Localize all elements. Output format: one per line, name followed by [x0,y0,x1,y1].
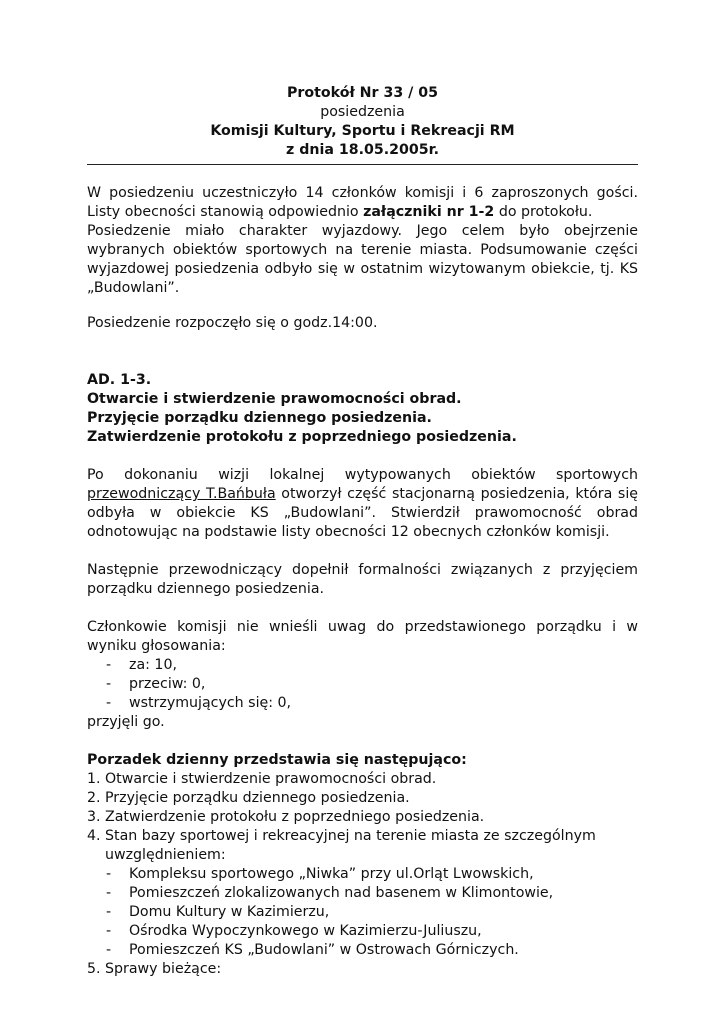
agenda-subitem: - Ośrodka Wypoczynkowego w Kazimierzu-Juliuszu, [106,923,482,939]
agenda-item: 2. Przyjęcie porządku dziennego posiedzenia. [87,790,410,806]
site-visit-text-a: Po dokonaniu wizji lokalnej wytypowanych obiektów sportowych [87,467,638,483]
agenda-subitems-list [105,865,638,960]
meeting-character-paragraph: Posiedzenie miało charakter wyjazdowy. Jego celem było obejrzenie wybranych obiektów sportowych na terenie miasta. Podsumowanie części wyjazdowej posiedzenia odbyło się w ostatnim wizytowanym obiekcie, tj. KS „Budowlani”. [87,223,638,296]
attendance-paragraph [87,184,638,222]
attendance-text-a: W posiedzeniu uczestniczyło 14 członków komisji i 6 zaproszonych gości. Listy obecności stanowią odpowiednio [87,185,638,220]
section-heading-3: Zatwierdzenie protokołu z poprzedniego posiedzenia. [87,429,517,445]
committee-name: Komisji Kultury, Sportu i Rekreacji RM [210,123,515,139]
agenda-heading: Porzadek dzienny przedstawia się następująco: [87,752,467,768]
attendance-text-b: do protokołu. [494,204,593,220]
section-heading-2: Przyjęcie porządku dziennego posiedzenia. [87,410,432,426]
agenda-subitem: - Kompleksu sportowego „Niwka” przy ul.Orląt Lwowskich, [106,866,534,882]
agenda-subitem: - Pomieszczeń zlokalizowanych nad basenem w Klimontowie, [106,885,554,901]
document-header [87,84,638,160]
agenda-subitem: - Domu Kultury w Kazimierzu, [106,904,330,920]
attachments-reference: załączniki nr 1-2 [363,204,495,220]
section-heading-1: Otwarcie i stwierdzenie prawomocności obrad. [87,391,462,407]
site-visit-paragraph [87,466,638,542]
vote-item: - za: 10, [106,657,177,673]
meeting-date: z dnia 18.05.2005r. [286,142,439,158]
vote-intro-paragraph: Członkowie komisji nie wnieśli uwag do przedstawionego porządku i w wyniku głosowania: [87,619,638,654]
agenda-item: 3. Zatwierdzenie protokołu z poprzedniego posiedzenia. [87,809,485,825]
protocol-subtitle: posiedzenia [320,104,405,120]
site-visit-text-b: otworzył część stacjonarną posiedzenia, która się odbyła w obiekcie KS „Budowlani”. Stwierdził prawomocność obrad odnotowując na podstawie listy obecności 12 obecnych członków komisji. [87,486,638,540]
document-page [87,84,638,979]
agenda-item: 1. Otwarcie i stwierdzenie prawomocności obrad. [87,771,437,787]
agenda-list [87,770,638,979]
protocol-title: Protokół Nr 33 / 05 [286,85,439,101]
vote-result-paragraph: przyjęli go. [87,714,165,730]
section-ad-heading: AD. 1-3. [87,372,152,388]
vote-item: - przeciw: 0, [106,676,206,692]
vote-item: - wstrzymujących się: 0, [106,695,292,711]
chairman-name: przewodniczący T.Bańbuła [87,486,276,502]
agenda-item: 5. Sprawy bieżące: [87,961,222,977]
agenda-formalities-paragraph: Następnie przewodniczący dopełnił formalności związanych z przyjęciem porządku dziennego posiedzenia. [87,562,638,597]
start-time-paragraph: Posiedzenie rozpoczęło się o godz.14:00. [87,315,378,331]
agenda-item: 4. Stan bazy sportowej i rekreacyjnej na terenie miasta ze szczególnym uwzględnieniem: - Kompleksu sportowego „Niwka” przy ul.Orląt Lwowskich, - Pomieszczeń zlokalizowanych nad basenem w Klimontowie, - Domu Kultury w Kazimierzu, - Ośrodka Wypoczynkowego w Kazimierzu-Juliuszu, - Pomieszczeń KS „Budowlani” w Ostrowach Górniczych. [87,827,638,960]
agenda-subitem: - Pomieszczeń KS „Budowlani” w Ostrowach Górniczych. [106,942,519,958]
vote-results-list [87,656,638,713]
